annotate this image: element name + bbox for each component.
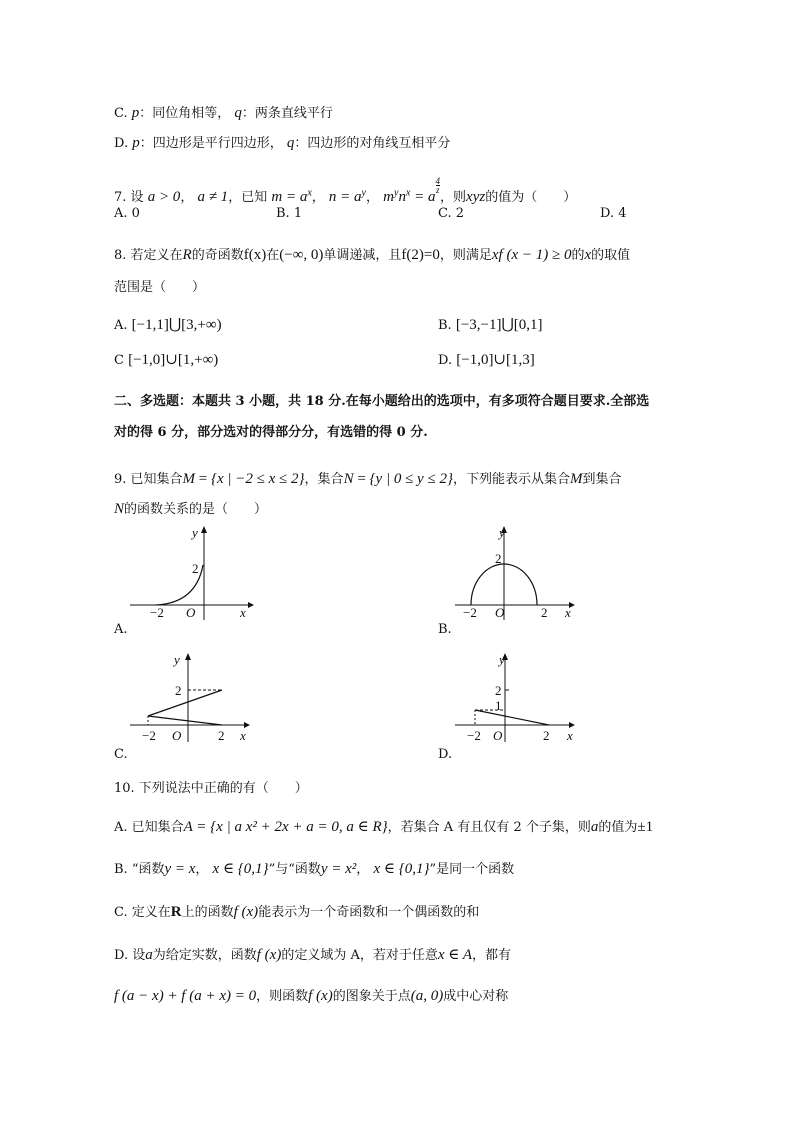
text: ”是同一个函数: [429, 862, 515, 877]
option-label: D.: [114, 136, 129, 151]
text: 9. 已知集合: [114, 472, 183, 487]
section-heading-line1: 二、多选题：本题共 3 小题，共 18 分.在每小题给出的选项中，有多项符合题目要求.全部选: [114, 394, 650, 409]
segment-d: [475, 710, 549, 725]
label-y: y: [499, 652, 505, 667]
q8-stem: [114, 246, 630, 265]
q9-stem-line2: [114, 500, 267, 519]
q10-option-a[interactable]: [114, 818, 653, 837]
math-func: f (x): [256, 947, 282, 963]
math-eq: m: [383, 189, 394, 205]
q8-option-d[interactable]: [438, 350, 535, 369]
section-heading-line2: 对的得 6 分，部分选对的得部分分，有选错的得 0 分.: [114, 425, 428, 440]
q10-option-d[interactable]: [114, 946, 511, 965]
text: ，若集合 A 有且仅有 2 个子集，则: [387, 820, 591, 835]
math-M: M: [182, 471, 196, 487]
math-xyz: xyz: [466, 189, 486, 205]
text: 的: [571, 248, 585, 263]
text: 在: [266, 248, 280, 263]
label-neg-two: −2: [150, 605, 164, 620]
math-equation: f (a − x) + f (a + x) = 0: [114, 988, 257, 1004]
text: 的值为（ ）: [485, 190, 577, 205]
label-two: 2: [192, 561, 199, 576]
q10-option-d-line2: [114, 987, 508, 1006]
text: ，下列能表示从集合: [452, 472, 570, 487]
segment-c-lower: [148, 716, 222, 725]
label-x: x: [567, 728, 573, 743]
text: ，则: [440, 190, 467, 205]
label-two-x: 2: [541, 605, 548, 620]
option-text: ：两条直线平行: [241, 106, 333, 121]
math-condition: a ≠ 1: [197, 189, 229, 205]
math-q: q: [234, 105, 242, 121]
label-x: x: [240, 605, 246, 620]
math-point: (a, 0): [410, 988, 444, 1004]
label-origin: O: [186, 605, 196, 620]
math-func: f (x): [233, 904, 259, 920]
math-fx: f(x): [243, 247, 267, 263]
q6-option-d[interactable]: [114, 134, 450, 153]
text: 成中心对称: [443, 989, 509, 1004]
math-eq: n = a: [328, 189, 362, 205]
text: D. 设: [114, 948, 146, 963]
math-condition: a > 0: [147, 189, 181, 205]
q7-option-c[interactable]: C. 2: [438, 206, 465, 221]
label-x: x: [565, 605, 571, 620]
math-domain: x ∈ {0,1}: [373, 861, 430, 877]
option-value: [−1,0]∪[1,3]: [456, 352, 535, 368]
label-two: 2: [175, 683, 182, 698]
text: 的值为: [598, 820, 638, 835]
text: 的取值: [591, 248, 631, 263]
math-N: N: [114, 501, 125, 517]
option-label: B.: [438, 318, 452, 333]
option-value: [−3,−1]⋃[0,1]: [455, 317, 543, 333]
fraction-denominator: z: [436, 185, 440, 195]
label-neg-two: −2: [142, 728, 156, 743]
q9-stem: [114, 470, 621, 489]
q8-option-a[interactable]: [114, 315, 222, 334]
graph-d: [455, 650, 585, 750]
math-x: x: [584, 247, 592, 263]
label-two-x: 2: [543, 728, 550, 743]
math-R: R: [182, 247, 192, 263]
label-two: 2: [495, 683, 502, 698]
q9-option-d[interactable]: D.: [438, 747, 453, 762]
label-one: 1: [495, 698, 502, 713]
math-func: y = x: [164, 861, 196, 877]
math-sup: x: [405, 187, 411, 199]
q10-option-c[interactable]: [114, 903, 479, 922]
label-origin: O: [495, 605, 505, 620]
q8-stem-line2: 范围是（ ）: [114, 280, 206, 295]
q9-option-c[interactable]: C.: [114, 747, 128, 762]
math-N: N: [343, 471, 354, 487]
fraction-numerator: 4: [435, 176, 441, 186]
q10-option-b[interactable]: B. “函数y = x， x ∈ {0,1}”与“函数y = x²， x ∈ {0,1}”是同一个函数: [114, 861, 515, 877]
q7-option-d[interactable]: D. 4: [600, 206, 627, 221]
y-axis-arrow: [185, 653, 191, 660]
graph-a: [130, 525, 260, 625]
option-text: ：四边形的对角线互相平分: [294, 136, 451, 151]
math-sup: y: [361, 187, 366, 199]
math-eq: n: [398, 189, 406, 205]
label-origin: O: [493, 728, 503, 743]
math-sup: x: [307, 187, 312, 199]
math-eq: =: [353, 471, 370, 487]
math-eq: =: [195, 471, 212, 487]
question-number: 7. 设: [114, 190, 144, 205]
text: 的定义域为 A，若对于任意: [281, 948, 438, 963]
math-a: a: [590, 819, 599, 835]
option-label: D.: [438, 353, 453, 368]
math-sup: y: [393, 187, 399, 199]
text: ”与“函数: [268, 862, 321, 877]
math-M: M: [569, 471, 583, 487]
text: ，则函数: [256, 989, 309, 1004]
label-origin: O: [172, 728, 182, 743]
label-y: y: [174, 652, 180, 667]
x-axis-arrow: [248, 602, 254, 608]
q8-option-c[interactable]: [114, 350, 218, 369]
text: 上的函数: [181, 905, 234, 920]
text: A. 已知集合: [114, 820, 184, 835]
option-label: C.: [114, 106, 128, 121]
segment-c-upper: [148, 690, 222, 716]
text: C. 定义在: [114, 905, 171, 920]
math-q: q: [286, 135, 295, 151]
text: B. “函数: [114, 862, 165, 877]
math-f2: f(2)=0: [401, 247, 440, 263]
option-label: C: [114, 353, 124, 368]
q6-option-c[interactable]: [114, 104, 333, 123]
q7-option-b[interactable]: B. 1: [276, 206, 303, 221]
math-eq: = a: [410, 189, 436, 205]
math-value: ±1: [637, 819, 654, 835]
math-interval: (−∞, 0): [279, 247, 324, 263]
q8-option-b[interactable]: [438, 315, 543, 334]
math-domain: x ∈ {0,1}: [212, 861, 269, 877]
text: 8. 若定义在: [114, 248, 183, 263]
label-two: 2: [495, 551, 502, 566]
math-p: p: [132, 135, 140, 151]
option-text: ：同位角相等，: [139, 106, 231, 121]
text: 能表示为一个奇函数和一个偶函数的和: [258, 905, 480, 920]
text: 已知: [241, 190, 268, 205]
label-neg-two: −2: [467, 728, 481, 743]
q9-option-a[interactable]: A.: [114, 622, 128, 637]
text: 的函数关系的是（ ）: [124, 502, 268, 517]
option-text: ：四边形是平行四边形，: [139, 136, 283, 151]
math-func: y = x²: [320, 861, 357, 877]
q10-stem: 10. 下列说法中正确的有（ ）: [114, 781, 308, 796]
y-axis-arrow: [201, 526, 207, 533]
q7-stem: 7. 设 a > 0， a ≠ 1，已知 $m = a^x$， $n = a^y$， $m^yn^x = a$ $\frac{4}{z}$ ，则xyz的值为（ ）: [114, 176, 577, 205]
text: 单调递减，且: [323, 248, 402, 263]
math-set-m: {x | −2 ≤ x ≤ 2}: [211, 471, 305, 487]
q9-option-b[interactable]: B.: [438, 622, 452, 637]
math-a: a: [145, 947, 153, 963]
option-label: A.: [114, 318, 128, 333]
label-two-x: 2: [218, 728, 225, 743]
math-set-n: {y | 0 ≤ y ≤ 2}: [369, 471, 453, 487]
text: ，都有: [472, 948, 512, 963]
math-func: f (x): [308, 988, 333, 1004]
text: ，则满足: [439, 248, 492, 263]
math-set-a: A = {x | a x² + 2x + a = 0, a ∈ R}: [183, 819, 388, 835]
option-value: [−1,0]∪[1,+∞): [128, 352, 219, 368]
option-value: [−1,1]⋃[3,+∞): [131, 317, 222, 333]
text: 的图象关于点: [332, 989, 411, 1004]
text: 到集合: [582, 472, 622, 487]
label-y: y: [499, 525, 505, 540]
math-p: p: [131, 105, 140, 121]
label-neg-two: −2: [463, 605, 477, 620]
text: ，集合: [304, 472, 344, 487]
math-inequality: xf (x − 1) ≥ 0: [491, 247, 572, 263]
math-R: R: [170, 904, 182, 920]
math-eq: m = a: [271, 189, 308, 205]
graph-c: [130, 650, 260, 750]
text: 为给定实数，函数: [152, 948, 257, 963]
text: 的奇函数: [191, 248, 244, 263]
label-x: x: [240, 728, 246, 743]
math-condition: x ∈ A: [437, 947, 473, 963]
graph-b: [455, 525, 585, 625]
label-y: y: [192, 525, 198, 540]
q7-option-a[interactable]: A. 0: [114, 206, 140, 221]
